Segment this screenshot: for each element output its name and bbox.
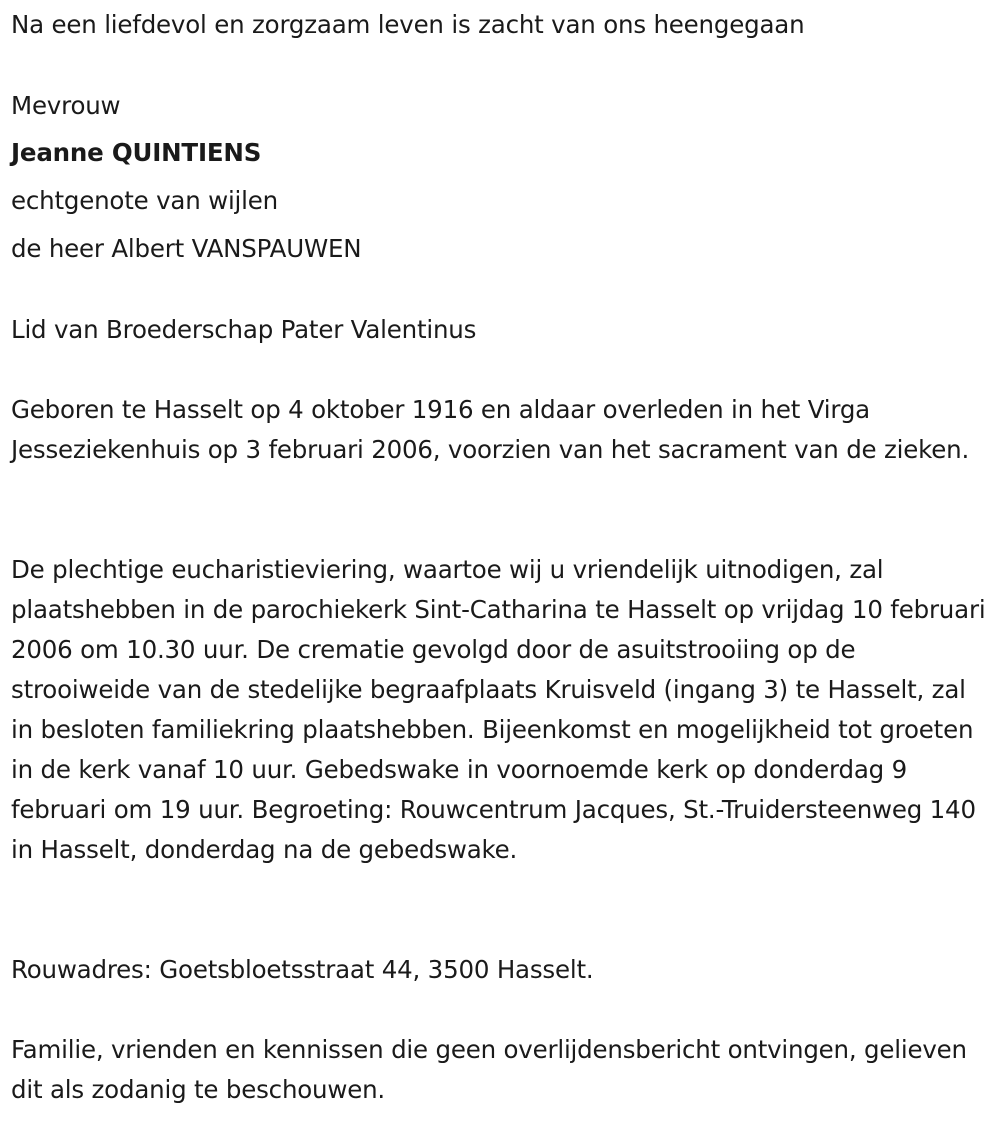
spouse-prefix: echtgenote van wijlen	[11, 186, 278, 215]
birth-death-paragraph: Geboren te Hasselt op 4 oktober 1916 en aldaar overleden in het Virga Jesseziekenhuis op 3 februari 2006, voorzien van het sacrament van de zieken.	[11, 395, 970, 464]
deceased-name: Jeanne QUINTIENS	[11, 138, 262, 167]
ceremony-paragraph: De plechtige eucharistieviering, waartoe wij u vriendelijk uitnodigen, zal plaatshebben in de parochiekerk Sint-Catharina te Hasselt op vrijdag 10 februari 2006 om 10.30 uur. De crematie gevolgd door de asuitstrooiing op de strooiweide van de stedelijke begraafplaats Kruisveld (ingang 3) te Hasselt, zal in besloten familiekring plaatshebben. Bijeenkomst en mogelijkheid tot groeten in de kerk vanaf 10 uur. Gebedswake in voornoemde kerk op donderdag 9 februari om 19 uur. Begroeting: Rouwcentrum Jacques, St.-Truidersteenweg 140 in Hasselt, donderdag na de gebedswake.	[11, 555, 986, 864]
membership-line: Lid van Broederschap Pater Valentinus	[11, 315, 477, 344]
mourning-address: Rouwadres: Goetsbloetsstraat 44, 3500 Hasselt.	[11, 955, 594, 984]
intro-line: Na een liefdevol en zorgzaam leven is zacht van ons heengegaan	[11, 10, 805, 39]
closing-paragraph: Familie, vrienden en kennissen die geen overlijdensbericht ontvingen, gelieven dit als zodanig te beschouwen.	[11, 1035, 967, 1104]
spouse-name: de heer Albert VANSPAUWEN	[11, 234, 362, 263]
honorific: Mevrouw	[11, 91, 121, 120]
